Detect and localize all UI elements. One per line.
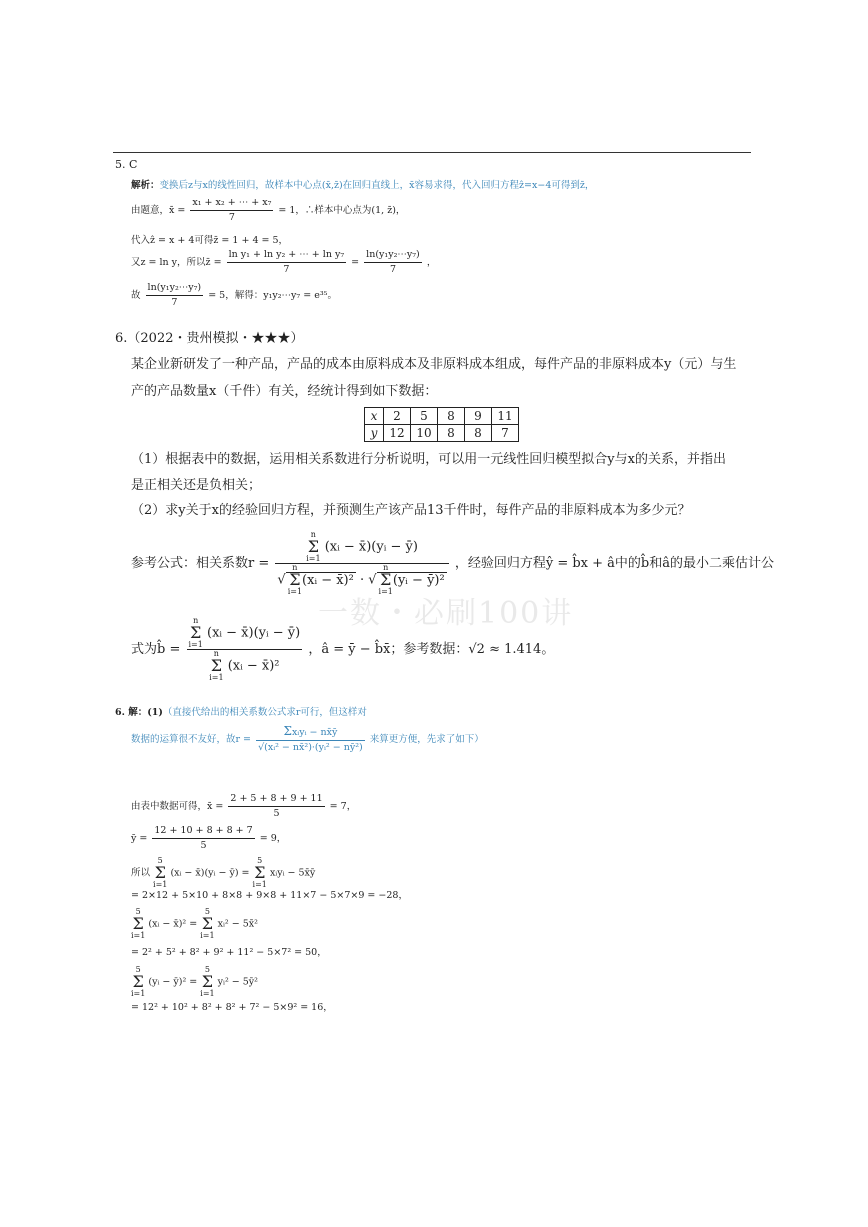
denominator: √(xᵢ² − nx̄²)·(yᵢ² − nȳ²) [258, 742, 363, 753]
sigma-symbol: 5 Σ i=1 [252, 856, 267, 889]
watermark: 一数・必刷100讲 [318, 596, 574, 631]
table-cell: 9 [465, 408, 492, 425]
sum-upper: 5 [135, 907, 141, 916]
q5-heading: 5. C [115, 158, 138, 171]
fraction [187, 617, 303, 682]
sum-lower: i=1 [153, 880, 168, 889]
text: 数据的运算很不友好，故r = [131, 734, 252, 745]
denominator: 7 [389, 264, 396, 275]
table-row [365, 425, 519, 442]
q5-analysis [131, 179, 594, 193]
table-cell: 8 [438, 425, 465, 442]
text: 由题意，x̄ = [131, 205, 186, 216]
numerator: ln(y₁y₂⋯y₇) [364, 248, 422, 263]
sum-lower: i=1 [188, 640, 203, 649]
solution-line3 [131, 857, 315, 889]
table-cell: 11 [492, 408, 519, 425]
numerator-text: (xᵢ − x̄)(yᵢ − ȳ) [324, 539, 418, 555]
fraction [228, 792, 324, 821]
solution-note: （直接代给出的相关系数公式求r可行，但这样对 [162, 707, 367, 718]
numerator: 2 + 5 + 8 + 9 + 11 [228, 792, 324, 807]
text: = 1，∴样本中心点为(1, z̄)， [278, 205, 406, 216]
q5-line3 [131, 248, 436, 277]
sum-upper: 5 [204, 907, 210, 916]
sum-upper: 5 [135, 965, 141, 974]
solution-line8: = 12² + 10² + 8² + 8² + 7² − 5×9² = 16， [131, 1002, 333, 1013]
top-rule [113, 152, 751, 153]
fraction [152, 824, 254, 853]
sum-upper: n [383, 563, 389, 572]
q6-part2: （2）求y关于x的经验回归方程，并预测生产该产品13千件时，每件产品的非原料成本为多少元？ [131, 503, 691, 518]
text: = 7， [329, 801, 357, 812]
analysis-note: 变换后z与x的线性回归，故样本中心点(x̄,z̄)在回归直线上，x̄容易求得，代入回归方程ẑ=x−4可得到z̄， [159, 180, 595, 191]
sigma-symbol: n Σ i=1 [287, 563, 303, 596]
table-cell: 8 [465, 425, 492, 442]
solution-line7 [131, 966, 258, 998]
text: ，â = ȳ − b̂x̄；参考数据：√2 ≈ 1.414。 [308, 642, 555, 657]
text: yᵢ² − 5ȳ² [217, 976, 258, 988]
text: ȳ = [131, 833, 148, 844]
den-text: (xᵢ − x̄)² [302, 572, 354, 588]
solution-note-line2 [131, 724, 484, 755]
table-row [365, 408, 519, 425]
den-text: (xᵢ² − nx̄²)·(yᵢ² − nȳ²) [264, 742, 363, 753]
numerator: 12 + 10 + 8 + 8 + 7 [152, 824, 254, 839]
fraction [364, 248, 422, 277]
table-cell: 10 [411, 425, 438, 442]
sum-upper: n [310, 530, 316, 539]
text: ， [426, 257, 437, 268]
sum-lower: i=1 [287, 587, 303, 596]
text: 又z = ln y，所以z̄ = [131, 257, 222, 268]
fraction [256, 724, 365, 755]
sigma-symbol: n Σ i=1 [209, 649, 224, 682]
sum-lower: i=1 [252, 880, 267, 889]
sigma-symbol: 5 Σ i=1 [131, 965, 146, 998]
q5-line1 [131, 196, 405, 225]
den-text: (yᵢ − ȳ)² [392, 572, 445, 588]
denominator: √n Σ i=1(xᵢ − x̄)² · √n Σ i=1(yᵢ − ȳ)² [277, 563, 445, 596]
text: ，经验回归方程ŷ = b̂x + â中的b̂和â的最小二乘估计公 [454, 556, 774, 571]
reference-formula-r [131, 531, 774, 596]
sigma-symbol: n Σ i=1 [188, 616, 203, 649]
denominator: 7 [283, 264, 290, 275]
table-cell: 12 [384, 425, 411, 442]
numerator-text: (xᵢ − x̄)(yᵢ − ȳ) [207, 625, 301, 641]
fraction [146, 281, 204, 310]
sum-upper: n [292, 563, 298, 572]
sum-lower: i=1 [131, 989, 146, 998]
table-cell: 7 [492, 425, 519, 442]
text: 式为b̂ = [131, 642, 181, 657]
q5-line2: 代入ẑ = x + 4可得z̄ = 1 + 4 = 5， [131, 235, 289, 246]
numerator: ln(y₁y₂⋯y₇) [146, 281, 204, 296]
text: 由表中数据可得，x̄ = [131, 801, 224, 812]
sum-lower: i=1 [200, 931, 215, 940]
sum-lower: i=1 [131, 931, 146, 940]
reference-formula-b [131, 617, 554, 682]
denominator [187, 650, 303, 682]
numerator-text: xᵢyᵢ − nx̄ȳ [291, 727, 338, 738]
sum-lower: i=1 [378, 587, 393, 596]
analysis-label: 解析： [131, 180, 160, 191]
solution-line1 [131, 792, 356, 821]
q6-part1-line1: （1）根据表中的数据，运用相关系数进行分析说明，可以用一元线性回归模型拟合y与x的关系，并指出 [131, 452, 726, 467]
text: (xᵢ − x̄)² = [148, 918, 198, 930]
denominator: 5 [200, 840, 207, 851]
table-header-x: x [365, 408, 384, 425]
text: 故 [131, 290, 141, 301]
den-text: (xᵢ − x̄)² [227, 658, 280, 674]
sigma-symbol: n Σ i=1 [378, 563, 393, 596]
solution-heading [115, 706, 367, 720]
denominator: 5 [273, 808, 280, 819]
text: xᵢ² − 5x̄² [217, 918, 258, 930]
text: 所以 [131, 867, 151, 879]
data-table [364, 407, 519, 442]
denominator: 7 [171, 297, 178, 308]
table-header-y: y [365, 425, 384, 442]
sum-upper: 5 [157, 856, 163, 865]
sigma-symbol: 5 Σ i=1 [153, 856, 168, 889]
solution-line5 [131, 908, 258, 940]
text: = 9， [259, 833, 287, 844]
q6-heading: 6.（2022・贵州模拟・★★★） [115, 331, 304, 346]
sigma-symbol: 5 Σ i=1 [200, 965, 215, 998]
denominator: 7 [228, 212, 235, 223]
sum-upper: n [213, 649, 219, 658]
solution-line6: = 2² + 5² + 8² + 9² + 11² − 5×7² = 50， [131, 947, 327, 958]
q5-line4 [131, 281, 337, 310]
solution-label: 6. 解：(1) [115, 707, 163, 718]
text: = 5，解得：y₁y₂⋯y₇ = e³⁵。 [208, 290, 337, 301]
sum-lower: i=1 [209, 673, 224, 682]
sum-lower: i=1 [200, 989, 215, 998]
text: (yᵢ − ȳ)² = [148, 976, 198, 988]
text: 参考公式：相关系数r = [131, 556, 270, 571]
text: 来算更方便，先求了如下） [369, 734, 484, 745]
numerator: x₁ + x₂ + ⋯ + x₇ [190, 196, 273, 211]
sigma-symbol: 5 Σ i=1 [131, 907, 146, 940]
fraction [275, 531, 448, 596]
table-cell: 5 [411, 408, 438, 425]
fraction [227, 248, 347, 277]
numerator: ln y₁ + ln y₂ + ⋯ + ln y₇ [227, 248, 347, 263]
table-cell: 8 [438, 408, 465, 425]
fraction [190, 196, 273, 225]
text: = [351, 257, 360, 268]
numerator: Σxᵢyᵢ − nx̄ȳ [256, 724, 365, 741]
q6-part1-line2: 是正相关还是负相关； [131, 478, 262, 493]
numerator [275, 531, 448, 564]
text: xᵢyᵢ − 5x̄ȳ [269, 867, 316, 879]
q6-paragraph-line1: 某企业新研发了一种产品，产品的成本由原料成本及非原料成本组成，每件产品的非原料成本y（元）与生 [131, 357, 737, 372]
q6-paragraph-line2: 产的产品数量x（千件）有关，经统计得到如下数据： [131, 384, 438, 399]
sigma-symbol: 5 Σ i=1 [200, 907, 215, 940]
solution-line4: = 2×12 + 5×10 + 8×8 + 9×8 + 11×7 − 5×7×9 = −28， [131, 890, 408, 901]
sum-upper: n [193, 616, 199, 625]
sigma-symbol: n Σ i=1 [306, 530, 321, 563]
sum-upper: 5 [257, 856, 263, 865]
sum-upper: 5 [204, 965, 210, 974]
sum-lower: i=1 [306, 554, 321, 563]
table-cell: 2 [384, 408, 411, 425]
numerator [187, 617, 303, 650]
text: (xᵢ − x̄)(yᵢ − ȳ) = [170, 867, 250, 879]
solution-line2 [131, 824, 286, 853]
